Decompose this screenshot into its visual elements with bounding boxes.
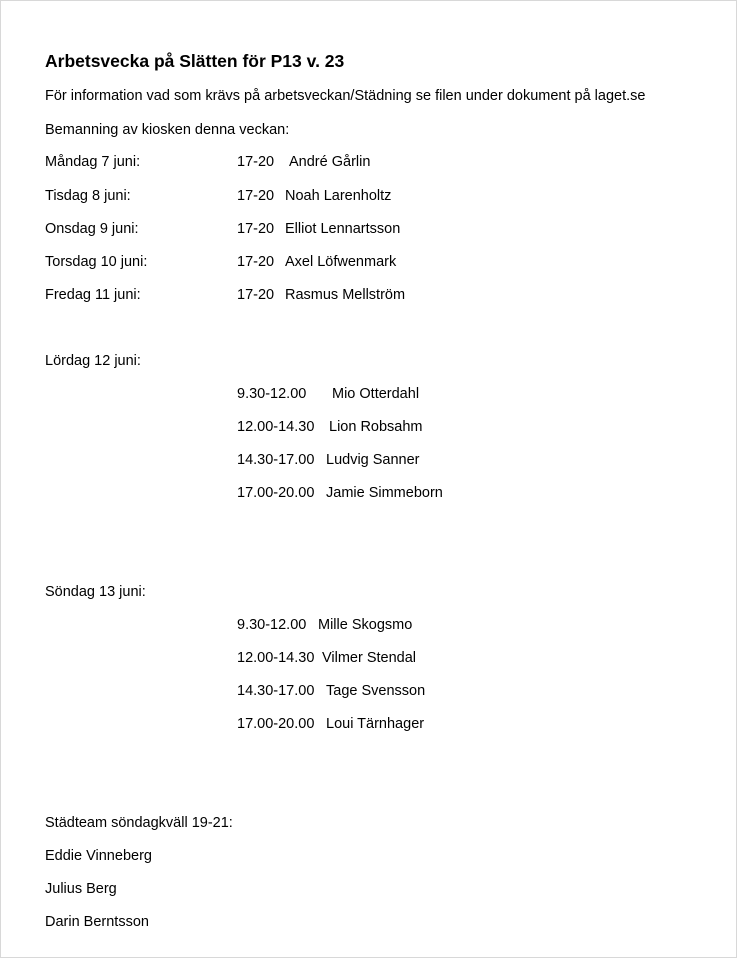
- sunday-shift-time: 12.00-14.30: [237, 650, 315, 666]
- weekday-day: Tisdag 8 juni:: [45, 188, 131, 204]
- saturday-shift-name: Mio Otterdahl: [332, 386, 420, 402]
- sunday-shift-time: 17.00-20.00: [237, 716, 315, 732]
- weekday-day: Onsdag 9 juni:: [45, 221, 139, 237]
- saturday-shift-name: Jamie Simmeborn: [326, 485, 443, 501]
- weekday-time: 17-20: [237, 154, 275, 170]
- sunday-day: Söndag 13 juni:: [45, 584, 146, 600]
- sunday-shift-name: Mille Skogsmo: [318, 617, 413, 633]
- saturday-shift-time: 9.30-12.00: [237, 386, 307, 402]
- weekday-day: Måndag 7 juni:: [45, 154, 141, 170]
- sunday-shift-time: 9.30-12.00: [237, 617, 307, 633]
- weekday-name: André Gårlin: [289, 154, 371, 170]
- saturday-shift-name: Lion Robsahm: [329, 419, 423, 435]
- saturday-shift-name: Ludvig Sanner: [326, 452, 420, 468]
- weekday-name: Rasmus Mellström: [285, 287, 406, 303]
- weekday-name: Noah Larenholtz: [285, 188, 392, 204]
- saturday-shift-time: 17.00-20.00: [237, 485, 315, 501]
- weekday-day: Fredag 11 juni:: [45, 287, 141, 303]
- saturday-shift-time: 14.30-17.00: [237, 452, 315, 468]
- cleaning-member: Darin Berntsson: [45, 914, 149, 930]
- weekday-day: Torsdag 10 juni:: [45, 254, 148, 270]
- weekday-time: 17-20: [237, 188, 275, 204]
- sunday-shift-name: Tage Svensson: [326, 683, 426, 699]
- cleaning-heading: Städteam söndagkväll 19-21:: [45, 815, 233, 831]
- saturday-shift-time: 12.00-14.30: [237, 419, 315, 435]
- weekday-name: Axel Löfwenmark: [285, 254, 397, 270]
- sunday-shift-name: Loui Tärnhager: [326, 716, 425, 732]
- weekday-name: Elliot Lennartsson: [285, 221, 401, 237]
- cleaning-member: Eddie Vinneberg: [45, 848, 152, 864]
- saturday-day: Lördag 12 juni:: [45, 353, 141, 369]
- weekday-time: 17-20: [237, 287, 275, 303]
- document-title: Arbetsvecka på Slätten för P13 v. 23: [45, 51, 345, 71]
- sunday-shift-name: Vilmer Stendal: [322, 650, 417, 666]
- staffing-heading: Bemanning av kiosken denna veckan:: [45, 122, 290, 138]
- weekday-time: 17-20: [237, 254, 275, 270]
- info-text: För information vad som krävs på arbetsveckan/Städning se filen under dokument på laget.se: [45, 88, 646, 104]
- weekday-time: 17-20: [237, 221, 275, 237]
- cleaning-member: Julius Berg: [45, 881, 117, 897]
- sunday-shift-time: 14.30-17.00: [237, 683, 315, 699]
